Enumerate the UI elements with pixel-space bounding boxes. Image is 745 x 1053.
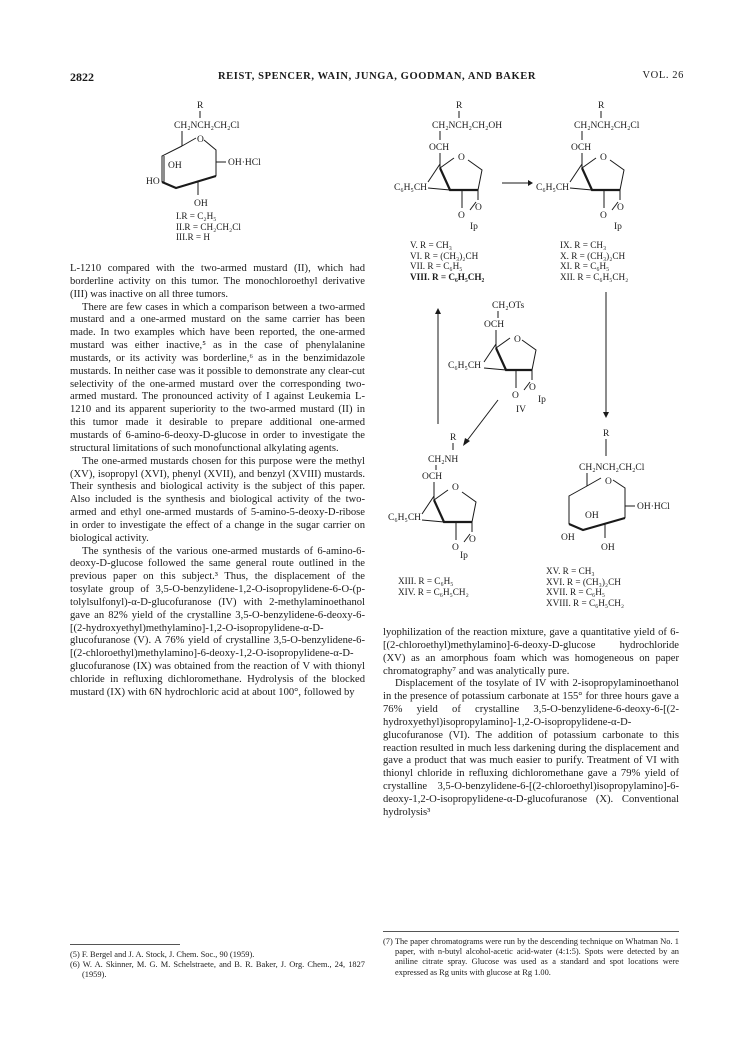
label-xv: XV. R = CH₃ bbox=[546, 566, 595, 576]
side-chain: CH₂NCH₂CH₂OH bbox=[432, 121, 503, 131]
ring-oxygen: O bbox=[452, 483, 459, 493]
r-label: R bbox=[456, 101, 463, 111]
right-column bbox=[383, 627, 679, 820]
c6h5ch: C₆H₅CH bbox=[388, 513, 422, 523]
label-xvi: XVI. R = (CH₃)₂CH bbox=[546, 576, 621, 587]
och: OCH bbox=[571, 143, 592, 153]
paragraph: L-1210 compared with the two-armed mustard (II), which had borderline activity on this tumor. The monochloroethyl derivative (III) was inactive on all three tumors. bbox=[70, 263, 365, 300]
o-2: O bbox=[458, 211, 465, 221]
footnote-6: (6) W. A. Skinner, M. G. M. Schelstraete, and B. R. Baker, J. Org. Chem., 24, 1827 (1959). bbox=[70, 960, 365, 980]
footnotes-right bbox=[383, 937, 679, 978]
ip: Ip bbox=[460, 551, 468, 561]
label-xviii: XVIII. R = C₆H₅CH₂ bbox=[546, 597, 625, 608]
arrow-v-to-ix bbox=[500, 178, 534, 188]
paragraph: lyophilization of the reaction mixture, gave a quantitative yield of 6-[(2-chloroethyl)methylamino]-6-deoxy-D-glucose hydrochloride (XV) as an amorphous foam which was homogeneous on paper chromatography⁷ and was analytically pure. bbox=[383, 627, 679, 677]
c6h5ch: C₆H₅CH bbox=[394, 183, 428, 193]
label-xiii: XIII. R = C₆H₅ bbox=[398, 576, 454, 586]
arrow-iv-up-to-v bbox=[433, 306, 443, 426]
running-header bbox=[70, 70, 684, 86]
page-number: 2822 bbox=[70, 70, 94, 84]
label-iv: IV bbox=[516, 405, 527, 415]
label-v: V. R = CH₃ bbox=[410, 240, 452, 250]
footnote-rule-left bbox=[70, 944, 180, 945]
oh-bottom: OH bbox=[601, 543, 615, 553]
oh-4: OH bbox=[168, 161, 182, 171]
labels-xv-xviii bbox=[546, 566, 624, 608]
label-xvii: XVII. R = C₆H₅ bbox=[546, 587, 606, 598]
ring-oxygen: O bbox=[458, 153, 465, 163]
r-label: R bbox=[450, 433, 457, 443]
o-2: O bbox=[512, 391, 519, 401]
oh-4: OH bbox=[585, 511, 599, 521]
side-chain: CH₂NCH₂CH₂Cl bbox=[174, 121, 240, 131]
o-1: O bbox=[475, 203, 482, 213]
arrow-ix-to-xv bbox=[601, 290, 611, 420]
label-viii: VIII. R = C₆H₅CH₂ bbox=[410, 271, 485, 282]
footnotes-left bbox=[70, 950, 365, 981]
label-x: X. R = (CH₃)₂CH bbox=[560, 250, 626, 261]
labels-v-viii bbox=[410, 240, 484, 282]
o-1: O bbox=[529, 383, 536, 393]
ip: Ip bbox=[470, 222, 478, 232]
r-label: R bbox=[603, 429, 610, 439]
footnote-7: (7) The paper chromatograms were run by the descending technique on Whatman No. 1 paper, with n-butyl alcohol-acetic acid-water (4:1:5). Spots were detected by an aniline citrate spray. Glucose was used as a standard and spot locations were expressed as Rg units with glucose at Rg 1.00. bbox=[383, 937, 679, 977]
ip: Ip bbox=[538, 395, 546, 405]
ring-oxygen: O bbox=[605, 477, 612, 487]
oh-3: OH bbox=[561, 533, 575, 543]
side-chain: CH₂NCH₂CH₂Cl bbox=[574, 121, 640, 131]
label-xi: XI. R = C₆H₅ bbox=[560, 261, 610, 272]
c6h5ch: C₆H₅CH bbox=[448, 361, 482, 371]
och: OCH bbox=[484, 320, 505, 330]
paragraph: The synthesis of the various one-armed mustards of 6-amino-6-deoxy-D-glucose followed the same general route outlined in the previous paper on this subject.³ Thus, the displacement of the tosylate group of 3,5-O-benzylidene-1,2-O-isopropylidene-6-O-(p-tolylsulfonyl)-α-D-glucofuranose (IV) with 2-methylaminoethanol gave an 82% yield of the crystalline 3,5-O-benzylidene-6-deoxy-6-[(2-hydroxyethyl)methylamino]-1,2-O-isopropylidene-α-D-glucofuranose (V). A 76% yield of crystalline 3,5-O-benzylidene-6-[(2-chloroethyl)methylamino]-6-deoxy-1,2-O-isopropylidene-α-D-glucofuranose (IX) was obtained from the reaction of V with thionyl chloride in refluxing dichloromethane. Hydrolysis of the blocked mustard (IX) with 6N hydrochloric acid at about 100°, followed by bbox=[70, 545, 365, 698]
footnote-5: (5) F. Bergel and J. A. Stock, J. Chem. Soc., 90 (1959). bbox=[70, 950, 255, 959]
left-column bbox=[70, 263, 365, 700]
label-xii: XII. R = C₆H₅CH₂ bbox=[560, 271, 629, 282]
structure-xiii-xiv bbox=[388, 430, 498, 560]
o-1: O bbox=[469, 535, 476, 545]
ring-oxygen: O bbox=[197, 135, 204, 145]
labels-i-iii bbox=[176, 211, 241, 243]
volume-label: VOL. 26 bbox=[642, 70, 684, 81]
labels-ix-xii bbox=[560, 240, 628, 282]
footnote-rule-right bbox=[383, 931, 679, 932]
paragraph: There are few cases in which a comparison between a two-armed mustard and a one-armed mustard on the same carrier has been made. In two examples which have been reported, the one-armed mustard was either inactive,⁵ as in the case of phenylalanine mustards, or its activity was borderline,⁶ as in the benzimidazole mustards. In neither case was it possible to demonstrate any clear-cut selectivity of the one-armed mustard over the corresponding two-armed mustard. The pronounced activity of I against Leukemia L-1210 and its apparent superiority to the two-armed mustard (II) in this tumor made it desirable to prepare additional one-armed mustards of 6-amino-6-deoxy-D-glucose in order to investigate the structural limitations of such monofunctional alkylating agents. bbox=[70, 301, 365, 454]
side-chain: CH₂NH bbox=[428, 455, 459, 465]
label-ii: II.R = CH₂CH₂Cl bbox=[176, 221, 241, 232]
label-vi: VI. R = (CH₃)₂CH bbox=[410, 250, 479, 261]
och: OCH bbox=[422, 472, 443, 482]
ring-oxygen: O bbox=[514, 335, 521, 345]
paragraph: Displacement of the tosylate of IV with 2-isopropylaminoethanol in the presence of potassium carbonate at 155° for three hours gave a 76% yield of crystalline 3,5-O-benzylidene-6-deoxy-6-[(2-hydroxyethyl)isopropylamino]-1,2-O-isopropylidene-α-D-glucofuranose (VI). The addition of potassium carbonate to this reaction resulted in much less darkening during the displacement and gave a product that was much easier to purify. Treatment of VI with thionyl chloride in refluxing dichloromethane gave a 79% yield of crystalline 3,5-O-benzylidene-6-[(2-chloroethyl)isopropylamino]-6-deoxy-1,2-O-isopropylidene-α-D-glucofuranose (X). Conventional hydrolysis³ bbox=[383, 678, 679, 818]
structure-v-viii bbox=[392, 98, 517, 233]
paragraph: The one-armed mustards chosen for this purpose were the methyl (XV), isopropyl (XVI), phenyl (XVII), and benzyl (XVIII) mustards. Their synthesis and biological activity is the subject of this paper. Also included is the synthesis and biological activity of the two-armed and ethyl one-armed mustards of 5-amino-5-deoxy-D-ribose in order to investigate the effect of a change in the sugar carrier on biological activity. bbox=[70, 455, 365, 544]
oh-hcl: OH·HCl bbox=[637, 502, 670, 512]
side-chain: CH₂OTs bbox=[492, 301, 525, 311]
label-xiv: XIV. R = C₆H₅CH₂ bbox=[398, 586, 469, 597]
structure-ix-xii bbox=[534, 98, 664, 233]
o-1: O bbox=[617, 203, 624, 213]
side-chain: CH₂NCH₂CH₂Cl bbox=[579, 463, 645, 473]
label-iii: III.R = H bbox=[176, 232, 211, 243]
och: OCH bbox=[429, 143, 450, 153]
structure-i-iii bbox=[140, 98, 320, 208]
o-2: O bbox=[452, 543, 459, 553]
ho-3: HO bbox=[146, 177, 160, 187]
label-i: I.R = C₂H₅ bbox=[176, 211, 217, 221]
o-2: O bbox=[600, 211, 607, 221]
r-label: R bbox=[197, 101, 204, 111]
oh-hcl: OH·HCl bbox=[228, 158, 261, 168]
label-ix: IX. R = CH₃ bbox=[560, 240, 607, 250]
r-label: R bbox=[598, 101, 605, 111]
label-vii: VII. R = C₆H₅ bbox=[410, 261, 463, 272]
running-authors: REIST, SPENCER, WAIN, JUNGA, GOODMAN, AND BAKER bbox=[217, 71, 537, 82]
ring-oxygen: O bbox=[600, 153, 607, 163]
oh-bottom: OH bbox=[194, 199, 208, 209]
labels-xiii-xiv bbox=[398, 576, 469, 597]
structure-xv-xviii bbox=[557, 426, 687, 556]
ip: Ip bbox=[614, 222, 622, 232]
c6h5ch: C₆H₅CH bbox=[536, 183, 570, 193]
